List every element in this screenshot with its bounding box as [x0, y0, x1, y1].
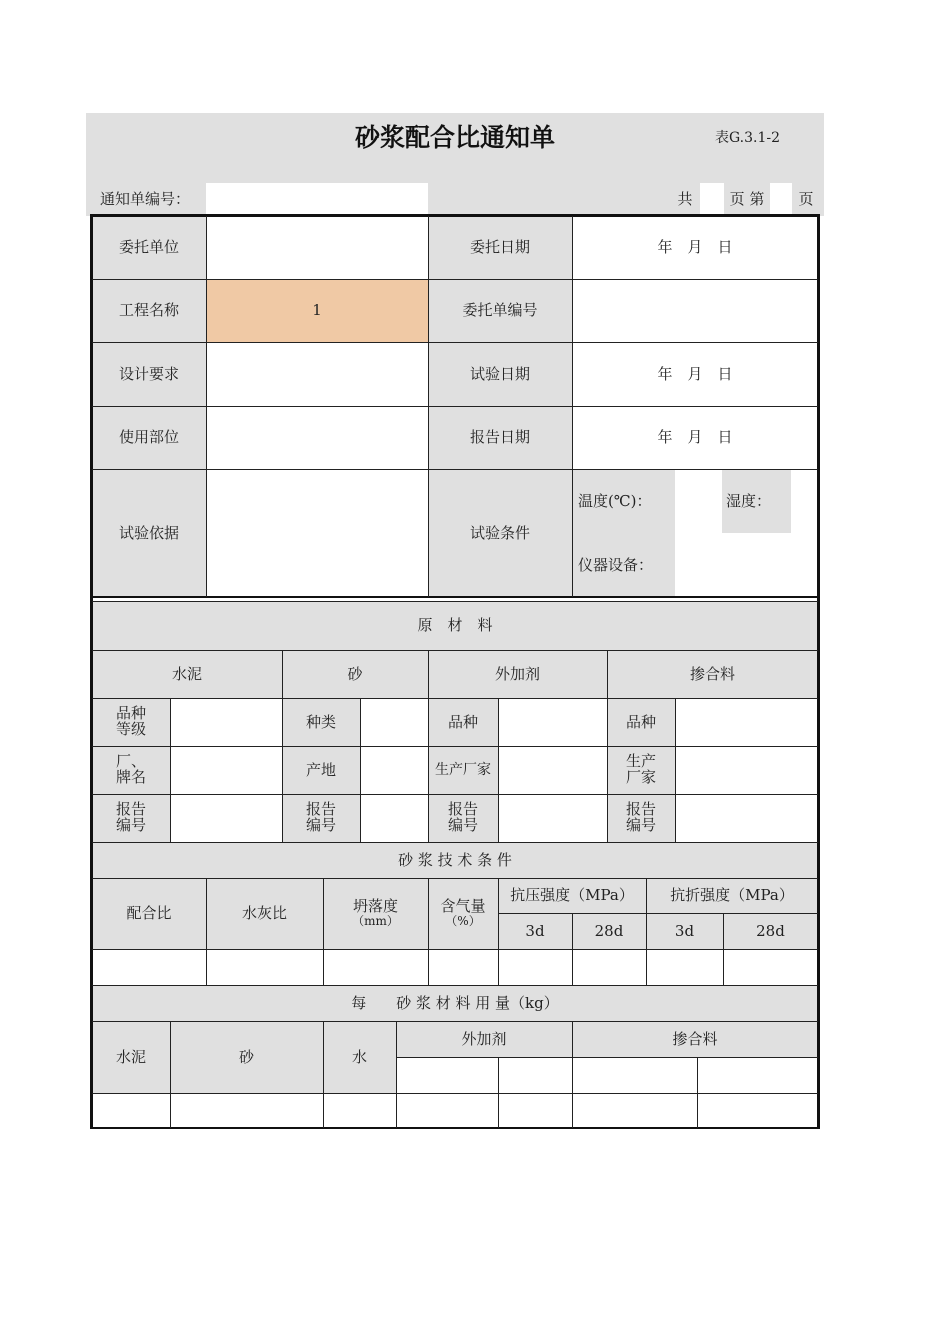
project-name-label: 工程名称	[92, 279, 206, 342]
wc-ratio-header: 水灰比	[206, 878, 323, 949]
test-cond-label: 试验条件	[428, 469, 572, 597]
addition-manufacturer-label	[607, 746, 675, 794]
flex-28d-header: 28d	[723, 913, 818, 949]
label-line-1: 厂、	[115, 752, 146, 771]
flex-3d-header: 3d	[646, 913, 723, 949]
sand-report-no-label	[282, 794, 360, 842]
label-line-2: 牌名	[115, 768, 146, 786]
label-line-1: 品种	[115, 704, 146, 723]
sand-report-no-field[interactable]	[360, 794, 428, 842]
tech-section-title: 砂 浆 技 术 条 件	[92, 842, 818, 878]
label-line-1: 报告	[305, 800, 336, 819]
label-line-2: （mm）	[352, 914, 399, 929]
label-line-2: 编号	[115, 816, 146, 834]
temp-label: 温度(℃)：	[578, 491, 652, 510]
order-no-field[interactable]	[572, 279, 818, 342]
label-line-2: 编号	[625, 816, 656, 834]
label-line-2: （%）	[445, 914, 481, 929]
label-line-1: 含气量	[440, 897, 486, 916]
admixture-variety-field[interactable]	[498, 698, 607, 746]
test-basis-field[interactable]	[206, 469, 428, 597]
tech-data-row[interactable]	[92, 949, 818, 985]
sand-origin-label: 产地	[282, 746, 360, 794]
page-current-field[interactable]	[770, 183, 792, 216]
page-ye-label: 页 第	[729, 190, 765, 208]
usage-sand-header: 砂	[170, 1021, 323, 1093]
admixture-variety-label: 品种	[428, 698, 498, 746]
form-title: 砂浆配合比通知单	[354, 122, 555, 152]
label-line-1: 坍落度	[352, 897, 398, 916]
equipment-label: 仪器设备：	[578, 555, 654, 574]
admixture-header: 外加剂	[428, 650, 607, 698]
comp-3d-header: 3d	[498, 913, 572, 949]
client-unit-label: 委托单位	[92, 216, 206, 279]
air-content-header	[428, 878, 498, 949]
addition-manufacturer-field[interactable]	[675, 746, 818, 794]
sand-header: 砂	[282, 650, 428, 698]
flex-strength-header: 抗折强度（MPa）	[646, 878, 818, 913]
addition-report-no-label	[607, 794, 675, 842]
cement-variety-grade-label	[92, 698, 170, 746]
page-total-label: 共	[677, 190, 693, 208]
admixture-report-no-label	[428, 794, 498, 842]
label-line-2: 厂家	[625, 768, 656, 786]
humidity-label: 湿度：	[726, 491, 772, 510]
client-date-field[interactable]: 年 月 日	[572, 216, 818, 279]
page-total-field[interactable]	[700, 183, 724, 216]
label-line-2: 编号	[447, 816, 478, 834]
cement-factory-field[interactable]	[170, 746, 282, 794]
use-part-field[interactable]	[206, 406, 428, 469]
cement-variety-field[interactable]	[170, 698, 282, 746]
usage-water-header: 水	[323, 1021, 396, 1093]
test-basis-label: 试验依据	[92, 469, 206, 597]
cement-report-no-label	[92, 794, 170, 842]
usage-section-title: 每 砂 浆 材 料 用 量（kg）	[92, 985, 818, 1021]
client-unit-field[interactable]	[206, 216, 428, 279]
humidity-field-right[interactable]	[791, 469, 818, 533]
report-date-field[interactable]: 年 月 日	[572, 406, 818, 469]
page-ye2-label: 页	[798, 190, 814, 208]
addition-report-no-field[interactable]	[675, 794, 818, 842]
temp-field[interactable]	[675, 469, 722, 533]
label-line-1: 报告	[625, 800, 656, 819]
mix-ratio-header: 配合比	[92, 878, 206, 949]
project-name-field[interactable]: 1	[206, 279, 428, 342]
addition-variety-label: 品种	[607, 698, 675, 746]
cement-header: 水泥	[92, 650, 282, 698]
label-line-1: 报告	[115, 800, 146, 819]
notice-no-label: 通知单编号：	[99, 190, 190, 208]
equipment-field[interactable]	[675, 533, 818, 597]
order-no-label: 委托单编号	[428, 279, 572, 342]
admixture-report-no-field[interactable]	[498, 794, 607, 842]
report-date-label: 报告日期	[428, 406, 572, 469]
sand-origin-field[interactable]	[360, 746, 428, 794]
comp-28d-header: 28d	[572, 913, 646, 949]
label-line-1: 生产	[625, 752, 656, 771]
label-line-1: 报告	[447, 800, 478, 819]
usage-addition-header: 掺合料	[572, 1021, 818, 1057]
admixture-manufacturer-field[interactable]	[498, 746, 607, 794]
design-req-label: 设计要求	[92, 342, 206, 406]
design-req-field[interactable]	[206, 342, 428, 406]
form-code: 表G.3.1-2	[714, 130, 781, 146]
usage-subheader-row[interactable]	[396, 1057, 818, 1093]
usage-data-row[interactable]	[92, 1093, 818, 1128]
notice-no-field[interactable]	[206, 183, 428, 216]
usage-admixture-header: 外加剂	[396, 1021, 572, 1057]
label-line-2: 编号	[305, 816, 336, 834]
test-date-label: 试验日期	[428, 342, 572, 406]
materials-section-title: 原 材 料	[92, 601, 818, 650]
addition-header: 掺合料	[607, 650, 818, 698]
addition-variety-field[interactable]	[675, 698, 818, 746]
cement-report-no-field[interactable]	[170, 794, 282, 842]
slump-header	[323, 878, 428, 949]
test-date-field[interactable]: 年 月 日	[572, 342, 818, 406]
sand-type-label: 种类	[282, 698, 360, 746]
client-date-label: 委托日期	[428, 216, 572, 279]
cement-factory-brand-label	[92, 746, 170, 794]
admixture-manufacturer-label: 生产厂家	[428, 746, 498, 794]
label-line-2: 等级	[115, 720, 146, 738]
use-part-label: 使用部位	[92, 406, 206, 469]
sand-type-field[interactable]	[360, 698, 428, 746]
comp-strength-header: 抗压强度（MPa）	[498, 878, 646, 913]
usage-cement-header: 水泥	[92, 1021, 170, 1093]
